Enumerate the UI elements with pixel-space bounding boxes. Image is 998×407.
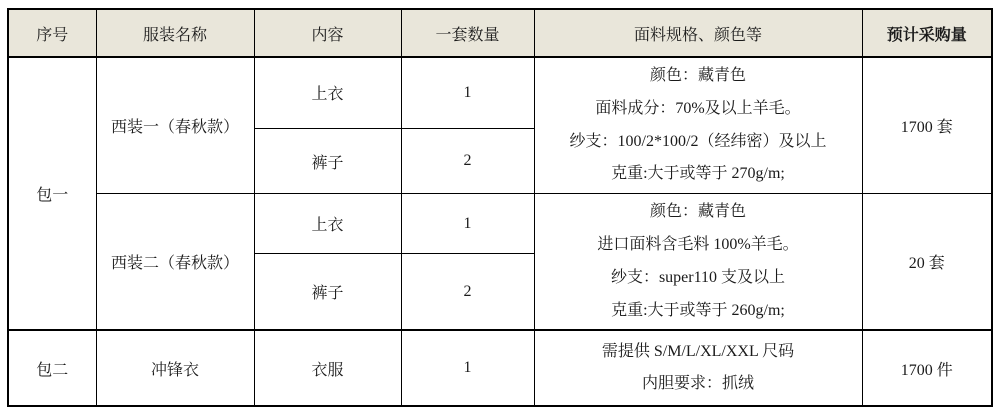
table-row-suit1-jacket (8, 57, 992, 128)
cell-spec-suit2 (534, 194, 862, 331)
cell-content-suit1-jacket: 上衣 (254, 57, 401, 128)
spec-line-color: 颜色：藏青色 (649, 203, 746, 221)
cell-content-suit2-jacket: 上衣 (254, 194, 401, 254)
spec-line-weight: 克重:大于或等于 270g/m; (611, 165, 785, 183)
cell-content-suit2-trousers: 裤子 (254, 254, 401, 330)
header-row (8, 9, 992, 57)
column-header-serial: 序号 (8, 9, 96, 57)
column-header-purchase-qty: 预计采购量 (862, 9, 992, 57)
spec-line-sizes: 需提供 S/M/L/XL/XXL 尺码 (601, 342, 795, 360)
cell-purchase-chongfengyi: 1700 件 (862, 330, 992, 406)
cell-content-suit1-trousers: 裤子 (254, 128, 401, 193)
cell-package-2: 包二 (8, 330, 96, 406)
cell-garment-chongfengyi: 冲锋衣 (96, 330, 254, 406)
spec-line-yarn-count: 纱支：100/2*100/2（经纬密）及以上 (569, 132, 827, 150)
cell-spec-suit1 (534, 57, 862, 194)
spec-line-composition: 进口面料含毛料 100%羊毛。 (597, 235, 799, 253)
column-header-content: 内容 (254, 9, 401, 57)
procurement-table (7, 8, 993, 407)
cell-qty-suit1-jacket: 1 (401, 57, 534, 128)
cell-qty-chongfengyi: 1 (401, 330, 534, 406)
table-row-jacket-outdoor (8, 330, 992, 406)
cell-content-chongfengyi: 衣服 (254, 330, 401, 406)
column-header-garment-name: 服装名称 (96, 9, 254, 57)
cell-qty-suit2-jacket: 1 (401, 194, 534, 254)
cell-qty-suit2-trousers: 2 (401, 254, 534, 330)
cell-purchase-suit1: 1700 套 (862, 57, 992, 194)
spec-line-composition: 面料成分：70%及以上羊毛。 (595, 99, 801, 117)
cell-qty-suit1-trousers: 2 (401, 128, 534, 193)
cell-spec-chongfengyi (534, 330, 862, 406)
spec-line-lining: 内胆要求：抓绒 (641, 375, 754, 393)
spec-line-yarn-count: 纱支：super110 支及以上 (610, 268, 786, 286)
cell-package-1: 包一 (8, 57, 96, 330)
column-header-qty-per-set: 一套数量 (401, 9, 534, 57)
column-header-fabric-spec: 面料规格、颜色等 (534, 9, 862, 57)
spec-line-color: 颜色：藏青色 (649, 67, 746, 84)
cell-purchase-suit2: 20 套 (862, 194, 992, 331)
table-row-suit2-jacket (8, 194, 992, 254)
cell-garment-suit2: 西装二（春秋款） (96, 194, 254, 331)
spec-line-weight: 克重:大于或等于 260g/m; (611, 301, 785, 319)
cell-garment-suit1: 西装一（春秋款） (96, 57, 254, 194)
